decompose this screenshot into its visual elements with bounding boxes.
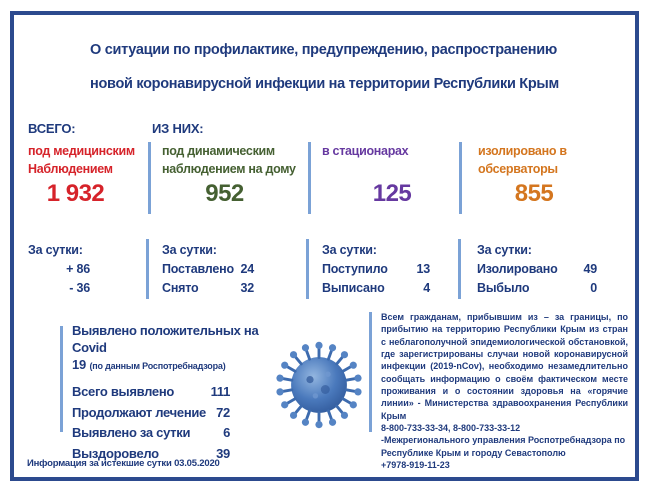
covid-stats-list bbox=[72, 384, 230, 466]
daily-row bbox=[162, 279, 254, 298]
covid-stat-value: 72 bbox=[216, 404, 230, 420]
daily-delta-minus: - 36 bbox=[69, 281, 90, 295]
covid-stat-label: Продолжают лечение bbox=[72, 404, 206, 420]
covid-source: (по данным Роспотребнадзора) bbox=[89, 361, 226, 371]
covid-stat-row bbox=[72, 425, 230, 446]
daily-row-value: 49 bbox=[583, 262, 597, 276]
total-section-label: ВСЕГО: bbox=[28, 121, 76, 136]
of-them-section-label: ИЗ НИХ: bbox=[152, 121, 204, 136]
daily-row bbox=[477, 279, 597, 298]
covid-stat-value: 6 bbox=[223, 425, 230, 440]
covid-stat-value: 111 bbox=[210, 384, 230, 399]
covid-box-subtitle bbox=[72, 357, 272, 372]
stat-label-line: Наблюдением bbox=[28, 162, 113, 176]
daily-row bbox=[322, 279, 430, 298]
daily-row-value: 13 bbox=[416, 262, 430, 276]
notice-phones-minzdrav: 8-800-733-33-34, 8-800-733-33-12 bbox=[381, 423, 521, 434]
daily-row-value: 32 bbox=[240, 281, 254, 295]
covid-positives-box bbox=[72, 322, 272, 466]
stat-card-observators bbox=[478, 142, 590, 208]
title-line-2: новой коронавирусной инфекции на территории Республики Крым bbox=[90, 76, 559, 92]
daily-row-value: 24 bbox=[240, 262, 254, 276]
covid-stat-row bbox=[72, 384, 230, 405]
divider-vertical bbox=[148, 142, 151, 214]
stat-label-line: под динамическим bbox=[162, 144, 275, 158]
stat-label-line: изолировано в bbox=[478, 144, 567, 158]
stat-card-home-observation bbox=[162, 142, 296, 208]
stat-label-line: наблюдением на дому bbox=[162, 162, 296, 176]
stat-label-line: обсерваторы bbox=[478, 162, 558, 176]
notice-phone-rospotrebnadzor: +7978-919-11-23 bbox=[381, 460, 450, 471]
covid-box-left-bar bbox=[60, 326, 63, 432]
title-line-1: О ситуации по профилактике, предупреждению, распространению bbox=[90, 42, 557, 58]
covid-stat-label: Выявлено за сутки bbox=[72, 425, 191, 440]
divider-vertical bbox=[458, 239, 461, 299]
covid-stat-value: 39 bbox=[216, 445, 230, 461]
daily-header: За сутки: bbox=[322, 243, 377, 257]
daily-row bbox=[477, 260, 597, 279]
footer-date-note: Информация за истекшие сутки 03.05.2020 bbox=[27, 458, 220, 469]
daily-column-hospitals bbox=[322, 241, 430, 298]
covid-number: 19 bbox=[72, 357, 87, 372]
covid-stat-row bbox=[72, 405, 230, 426]
daily-row-value: 4 bbox=[423, 281, 430, 295]
notice-rospotrebnadzor: -Межрегионального управления Роспотребнадзора по Республике Крым и городу Севастополю bbox=[381, 435, 626, 458]
notice-left-bar bbox=[369, 312, 372, 432]
daily-column-observators bbox=[477, 241, 597, 298]
stat-card-hospitals bbox=[322, 142, 462, 208]
daily-header: За сутки: bbox=[162, 243, 217, 257]
daily-row bbox=[162, 260, 254, 279]
daily-column-home bbox=[162, 241, 254, 298]
daily-row-label: Снято bbox=[162, 281, 199, 295]
hotline-notice bbox=[381, 311, 628, 471]
coronavirus-icon bbox=[274, 340, 364, 435]
stat-value-hospitals: 125 bbox=[372, 180, 412, 207]
daily-row bbox=[322, 260, 430, 279]
stat-value-home-observation: 952 bbox=[205, 180, 244, 207]
divider-vertical bbox=[308, 142, 311, 214]
divider-vertical bbox=[306, 239, 309, 299]
page-title bbox=[90, 33, 570, 101]
stat-card-medical-observation bbox=[28, 142, 135, 208]
daily-row-label: Поступило bbox=[322, 262, 388, 276]
covid-stat-label: Выздоровело bbox=[72, 445, 159, 461]
stat-label-line: в стационарах bbox=[322, 144, 409, 158]
divider-vertical bbox=[459, 142, 462, 214]
divider-vertical bbox=[146, 239, 149, 299]
covid-box-title: Выявлено положительных на Covid bbox=[72, 323, 259, 355]
stat-value-observators: 855 bbox=[514, 180, 554, 207]
stat-value-medical-observation: 1 932 bbox=[46, 180, 105, 207]
daily-column-total bbox=[28, 241, 90, 298]
daily-row-label: Поставлено bbox=[162, 262, 234, 276]
notice-paragraph: Всем гражданам, прибывшим из – за границы, по прибытию на территорию Республики Крым из стран с неблагополучной эпидемиологической обстановкой, где зарегистрированы случаи новой коронавирусной инфекции (2019-nCov), необходимо незамедлительно сообщать информацию о своём фактическом месте проживания и о состоянии здоровья на «горячие линии» - Министерства здравоохранения Республики Крым bbox=[381, 312, 628, 421]
daily-delta-plus: + 86 bbox=[66, 262, 90, 276]
covid-stat-label: Всего выявлено bbox=[72, 384, 175, 399]
daily-row-label: Выбыло bbox=[477, 281, 530, 295]
daily-header: За сутки: bbox=[477, 243, 532, 257]
daily-header: За сутки: bbox=[28, 243, 83, 257]
daily-row-label: Выписано bbox=[322, 281, 385, 295]
daily-row-value: 0 bbox=[590, 281, 597, 295]
daily-row-label: Изолировано bbox=[477, 262, 558, 276]
stat-label-line: под медицинским bbox=[28, 144, 135, 158]
